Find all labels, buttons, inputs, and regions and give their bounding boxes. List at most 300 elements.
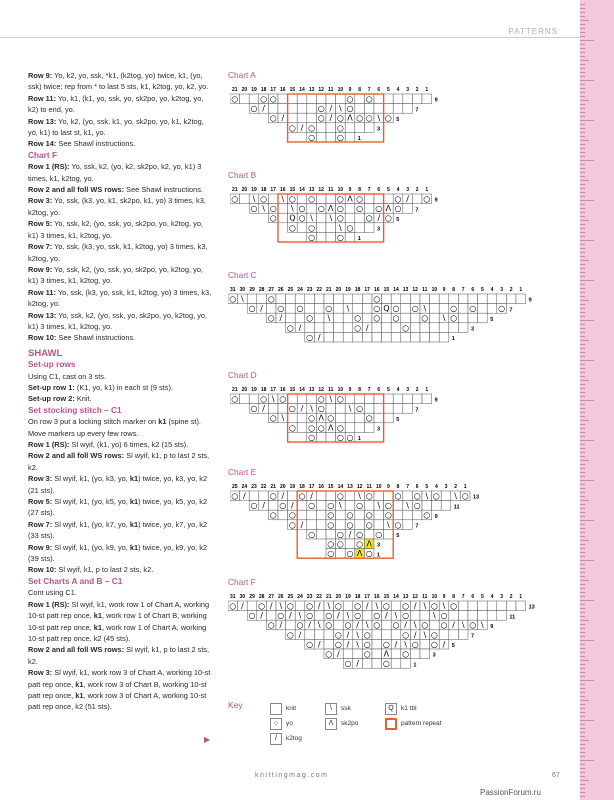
- column-number: 9: [348, 187, 352, 193]
- ruler-tick: [580, 192, 585, 193]
- ruler-tick: [580, 664, 585, 665]
- chart-cell: [391, 332, 401, 342]
- chart-cell: [410, 294, 420, 304]
- ruler-tick: [580, 568, 585, 569]
- chart-cell: [316, 123, 326, 133]
- column-number: 2: [415, 387, 419, 393]
- stitch-symbol: \: [310, 213, 313, 223]
- chart-cell: [364, 104, 374, 114]
- stitch-symbol: ○: [327, 510, 335, 520]
- stitch-symbol: ○: [382, 601, 390, 611]
- ruler-tick: [580, 392, 585, 393]
- column-number: 18: [354, 594, 361, 600]
- chart-cell: [487, 611, 497, 621]
- ruler-tick: [580, 548, 585, 549]
- chart-cell: [422, 394, 432, 404]
- chart-cell: [420, 294, 430, 304]
- column-number: 11: [422, 287, 428, 293]
- ruler-tick: [580, 340, 589, 341]
- key-label: pattern repeat: [401, 720, 442, 727]
- ruler-tick: [580, 736, 585, 737]
- stitch-symbol: /: [291, 501, 294, 511]
- instruction-row: Row 14: See Shawl instructions.: [28, 139, 136, 149]
- stitch-symbol: ○: [317, 394, 325, 404]
- ruler-tick: [580, 776, 585, 777]
- ruler-tick: [580, 52, 585, 53]
- stitch-symbol: \: [339, 223, 342, 233]
- stitch-symbol: ○: [384, 213, 392, 223]
- chart-cell: [430, 620, 440, 630]
- stitch-symbol: ○: [336, 132, 344, 142]
- chart-cell: [403, 104, 413, 114]
- row-number: 7: [415, 107, 419, 114]
- ruler-tick: [580, 360, 594, 361]
- stitch-symbol: ○: [317, 204, 325, 214]
- row-number: 13: [473, 494, 480, 501]
- chart-cell: [336, 520, 346, 530]
- stitch-symbol: ○: [336, 491, 344, 501]
- instruction-row: Row 13: Yo, ssk, k2, (yo, ssk, yo, sk2po, yo, k2tog, yo, k1) 3 times, k1, k2tog, yo.: [28, 310, 208, 331]
- chart-cell: [326, 232, 336, 242]
- stitch-symbol: ○: [375, 529, 383, 539]
- stitch-symbol: /: [317, 601, 321, 611]
- chart-cell: [430, 332, 440, 342]
- stitch-symbol: /: [279, 313, 283, 323]
- chart-title: Chart A: [228, 70, 256, 80]
- column-number: 19: [345, 594, 351, 600]
- stitch-symbol: ○: [344, 620, 352, 630]
- stitch-symbol: ○: [306, 611, 314, 621]
- stitch-symbol: ○: [450, 304, 458, 314]
- column-number: 21: [232, 87, 238, 93]
- row-number: 7: [415, 523, 419, 530]
- ruler-tick: [580, 452, 585, 453]
- column-number: 9: [387, 484, 390, 490]
- row-number: 5: [396, 116, 400, 123]
- stitch-symbol: /: [329, 104, 333, 114]
- ruler-tick: [580, 92, 585, 93]
- chart-cell: [345, 539, 355, 549]
- column-number: 6: [415, 484, 419, 490]
- chart-cell: [420, 611, 430, 621]
- row-number: 1: [451, 336, 455, 343]
- stitch-symbol: \: [327, 601, 331, 611]
- ruler-tick: [580, 672, 585, 673]
- ruler-tick: [580, 720, 594, 721]
- chart-cell: [430, 313, 440, 323]
- chart-cell: [384, 529, 394, 539]
- ruler-tick: [580, 68, 585, 69]
- column-number: 8: [452, 594, 455, 600]
- column-number: 26: [278, 287, 284, 293]
- chart-cell: [401, 294, 411, 304]
- chart-cell: [288, 413, 298, 423]
- stitch-symbol: ○: [363, 630, 371, 640]
- stitch-symbol: /: [298, 630, 302, 640]
- stitch-symbol: ○: [260, 94, 268, 104]
- stitch-symbol: \: [387, 520, 390, 530]
- ruler-tick: [580, 280, 594, 281]
- ruler-tick: [580, 696, 585, 697]
- stitch-symbol: ○: [308, 194, 316, 204]
- chart-cell: [439, 304, 449, 314]
- stitch-symbol: ○: [336, 213, 344, 223]
- row-number: 3: [432, 652, 436, 659]
- instruction-row: Row 3: Sl wyif, k1, work row 3 of Chart A, working 10-st patt rep once, k1, work row 3 of Chart B, working 10-st patt rep once, k1, work row 3 of Chart A, working 10-st patt rep once, k2 (51 sts).: [28, 668, 211, 712]
- column-number: 12: [318, 387, 324, 393]
- chart-cell: [326, 94, 336, 104]
- column-number: 14: [337, 484, 344, 490]
- ruler-tick: [580, 468, 585, 469]
- instruction-row: Row 9: Sl wyif, k1, (yo, k9, yo, k1) twice, yo, k9, yo, k2 (39 sts).: [28, 542, 208, 564]
- chart-cell: [372, 323, 382, 333]
- chart-cell: [374, 413, 384, 423]
- chart-cell: [497, 294, 507, 304]
- stitch-symbol: ○: [288, 520, 296, 530]
- stitch-symbol: \: [377, 501, 381, 511]
- chart-cell: [372, 639, 382, 649]
- chart-cell: [240, 394, 250, 404]
- column-number: 5: [387, 187, 390, 193]
- column-number: 17: [270, 187, 276, 193]
- stitch-symbol: ○: [260, 194, 268, 204]
- chart-cell: [316, 94, 326, 104]
- ruler-tick: [580, 328, 585, 329]
- stitch-symbol: ○: [346, 520, 354, 530]
- chart-cell: [364, 423, 374, 433]
- ruler-tick: [580, 624, 585, 625]
- stitch-symbol: /: [442, 639, 446, 649]
- chart-cell: [355, 223, 365, 233]
- column-number: 22: [316, 287, 322, 293]
- stitch-symbol: \: [423, 601, 427, 611]
- ruler-tick: [580, 524, 585, 525]
- chart-cell: [372, 332, 382, 342]
- stitch-symbol: /: [356, 620, 359, 630]
- column-number: 11: [328, 87, 334, 93]
- chart-cell: [374, 491, 384, 501]
- ruler-tick: [580, 500, 589, 501]
- stitch-symbol: ○: [421, 620, 429, 630]
- stitch-symbol: ○: [296, 620, 304, 630]
- stitch-symbol: ○: [288, 223, 296, 233]
- ruler-tick: [580, 456, 585, 457]
- subheading: Set stocking stitch – C1: [28, 404, 122, 415]
- ruler-tick: [580, 20, 589, 21]
- chart-cell: [336, 404, 346, 414]
- ruler-tick: [580, 572, 585, 573]
- chart-cell: [345, 204, 355, 214]
- stitch-symbol: ○: [365, 549, 373, 559]
- chart-cell: [286, 313, 296, 323]
- column-number: 19: [251, 187, 257, 193]
- stitch-symbol: ○: [250, 501, 258, 511]
- ruler-tick: [580, 724, 585, 725]
- stitch-symbol: ○: [365, 113, 373, 123]
- ruler-tick: [580, 732, 585, 733]
- stitch-symbol: \: [346, 611, 350, 621]
- column-number: 24: [297, 594, 303, 600]
- chart-cell: [439, 323, 449, 333]
- stitch-symbol: ○: [421, 313, 429, 323]
- ruler-tick: [580, 484, 585, 485]
- chart-cell: [384, 413, 394, 423]
- chart-cell: [487, 294, 497, 304]
- chart-cell: [516, 601, 526, 611]
- ruler-tick: [580, 492, 585, 493]
- stitch-symbol: /: [281, 491, 285, 501]
- stitch-symbol: ○: [308, 423, 316, 433]
- stitch-symbol: ○: [413, 491, 421, 501]
- chart-cell: [384, 404, 394, 414]
- column-number: 4: [396, 87, 400, 93]
- ruler-tick: [580, 332, 585, 333]
- chart-cell: [257, 294, 267, 304]
- chart-cell: [384, 104, 394, 114]
- stitch-symbol: ○: [363, 639, 371, 649]
- ruler-tick: [580, 756, 585, 757]
- stitch-symbol: Q: [289, 213, 296, 223]
- chart-cell: [355, 123, 365, 133]
- column-number: 15: [289, 187, 296, 193]
- stitch-symbol: ○: [373, 313, 381, 323]
- column-number: 21: [232, 187, 238, 193]
- stitch-symbol: ○: [336, 123, 344, 133]
- stitch-symbol: ○: [365, 413, 373, 423]
- chart-cell: [326, 432, 336, 442]
- stitch-symbol: ○: [308, 123, 316, 133]
- chart-cell: [334, 332, 344, 342]
- chart-cell: [326, 132, 336, 142]
- stitch-symbol: /: [394, 639, 398, 649]
- stitch-symbol: ○: [306, 332, 314, 342]
- column-number: 6: [377, 387, 381, 393]
- chart-cell: [314, 323, 324, 333]
- ruler-tick: [580, 440, 594, 441]
- ruler-tick: [580, 516, 585, 517]
- column-number: 9: [348, 387, 352, 393]
- stitch-symbol: ○: [269, 413, 277, 423]
- ruler-tick: [580, 48, 585, 49]
- stitch-symbol: ○: [411, 304, 419, 314]
- stitch-symbol: \: [241, 294, 244, 304]
- chart-cell: [297, 423, 307, 433]
- ruler-tick: [580, 72, 585, 73]
- column-number: 1: [425, 187, 429, 193]
- chart-cell: [372, 630, 382, 640]
- ruler-tick: [580, 544, 585, 545]
- column-number: 2: [454, 484, 457, 490]
- ruler-tick: [580, 496, 585, 497]
- instruction-row: Row 7: Yo, ssk, (k3, yo, ssk, k1, k2tog, yo) 3 times, k3, k2tog, yo.: [28, 242, 208, 263]
- key-label: k1 tbl: [401, 705, 417, 712]
- ruler-tick: [580, 612, 585, 613]
- column-number: 17: [364, 287, 370, 293]
- stitch-symbol: Λ: [356, 549, 363, 559]
- stitch-symbol: /: [337, 649, 340, 659]
- ruler-tick: [580, 124, 585, 125]
- row-number: 9: [434, 197, 438, 204]
- chart-cell: [458, 304, 468, 314]
- stitch-symbol: ○: [365, 520, 373, 530]
- stitch-symbol: \: [339, 501, 342, 511]
- column-number: 2: [509, 594, 513, 600]
- row-number: 1: [357, 436, 361, 443]
- ruler-tick: [580, 236, 585, 237]
- chart-cell: [286, 294, 296, 304]
- stitch-symbol: ○: [334, 630, 342, 640]
- chart-cell: [393, 394, 403, 404]
- chart-cell: [268, 194, 278, 204]
- ruler-tick: [580, 416, 585, 417]
- key-symbol-icon: \: [325, 703, 337, 715]
- stitch-symbol: ○: [336, 529, 344, 539]
- column-number: 7: [367, 187, 371, 193]
- column-number: 9: [348, 87, 352, 93]
- column-number: 2: [415, 87, 419, 93]
- chart-cell: [345, 394, 355, 404]
- stitch-symbol: ○: [286, 323, 294, 333]
- ruler-tick: [580, 796, 585, 797]
- row-number: 3: [377, 226, 381, 233]
- chart-cell: [468, 294, 478, 304]
- chart-cell: [422, 501, 432, 511]
- section-label: PATTERNS: [505, 27, 562, 36]
- ruler-tick: [580, 344, 585, 345]
- chart-cell: [259, 491, 269, 501]
- ruler-tick: [580, 400, 594, 401]
- stitch-symbol: Λ: [385, 204, 392, 214]
- chart-cell: [374, 394, 384, 404]
- chart-cell: [297, 223, 307, 233]
- column-number: 20: [241, 87, 248, 93]
- chart-cell: [288, 94, 298, 104]
- ruler-tick: [580, 616, 585, 617]
- chart-cell: [295, 313, 305, 323]
- column-number: 25: [287, 287, 294, 293]
- instruction-row: Row 5: Yo, ssk, k2, (yo, ssk, yo, sk2po, yo, k2tog, yo, k1) 3 times, k1, k2tog, yo.: [28, 219, 203, 240]
- stitch-symbol: ○: [269, 510, 277, 520]
- column-number: 14: [393, 287, 399, 293]
- stitch-symbol: /: [317, 332, 321, 342]
- chart-grid: [230, 84, 462, 150]
- stitch-symbol: ○: [327, 520, 335, 530]
- ruler-tick: [580, 260, 589, 261]
- chart-cell: [288, 394, 298, 404]
- ruler-tick: [580, 632, 585, 633]
- chart-cell: [326, 491, 336, 501]
- stitch-symbol: /: [346, 630, 350, 640]
- column-number: 19: [345, 287, 351, 293]
- chart-cell: [345, 423, 355, 433]
- stitch-symbol: ○: [286, 630, 294, 640]
- chart-cell: [297, 113, 307, 123]
- ruler-tick: [580, 448, 585, 449]
- chart-cell: [364, 204, 374, 214]
- stitch-symbol: ○: [430, 601, 438, 611]
- ruler-tick: [580, 264, 585, 265]
- stitch-symbol: /: [348, 529, 352, 539]
- column-number: 15: [289, 387, 296, 393]
- column-number: 4: [396, 387, 400, 393]
- chart-grid: [228, 591, 556, 676]
- stitch-symbol: /: [329, 113, 333, 123]
- ruler-tick: [580, 376, 585, 377]
- chart-cell: [240, 94, 250, 104]
- ruler-tick: [580, 692, 585, 693]
- column-number: 17: [308, 484, 315, 490]
- column-number: 1: [463, 484, 467, 490]
- row-number: 9: [434, 397, 438, 404]
- chart-cell: [314, 313, 324, 323]
- chart-cell: [516, 294, 526, 304]
- ruler-tick: [580, 640, 594, 641]
- ruler-tick: [580, 460, 589, 461]
- chart-cell: [410, 649, 420, 659]
- ruler-tick: [580, 348, 585, 349]
- chart-cell: [439, 630, 449, 640]
- stitch-symbol: ○: [248, 304, 256, 314]
- ruler-tick: [580, 540, 589, 541]
- column-number: 16: [280, 387, 286, 393]
- chart-cell: [412, 394, 422, 404]
- ruler-tick: [580, 508, 585, 509]
- stitch-symbol: ○: [308, 413, 316, 423]
- chart-cell: [497, 611, 507, 621]
- stitch-symbol: ○: [308, 223, 316, 233]
- chart-cell: [316, 194, 326, 204]
- watermark: PassionForum.ru: [480, 788, 541, 797]
- stitch-symbol: ○: [469, 620, 477, 630]
- chart-cell: [362, 313, 372, 323]
- column-number: 7: [461, 287, 465, 293]
- column-number: 20: [241, 187, 248, 193]
- instruction-row: Row 9: Yo, k2, yo, ssk, *k1, (k2tog, yo) twice, k1, (yo, ssk) twice; rep from * to last 5 sts, k1, k2tog, yo, k2, yo.: [28, 71, 209, 92]
- chart-cell: [374, 510, 384, 520]
- row-number: 13: [528, 604, 535, 611]
- chart-cell: [468, 313, 478, 323]
- column-number: 5: [387, 87, 390, 93]
- stitch-symbol: \: [375, 601, 379, 611]
- stitch-symbol: ○: [269, 94, 277, 104]
- ruler-tick: [580, 668, 585, 669]
- ruler-tick: [580, 636, 585, 637]
- ruler-tick: [580, 752, 585, 753]
- ruler-tick: [580, 520, 594, 521]
- ruler-tick: [580, 444, 585, 445]
- ruler-tick: [580, 680, 594, 681]
- chart-cell: [506, 294, 516, 304]
- chart-title: Chart C: [228, 270, 257, 280]
- stitch-symbol: ○: [382, 659, 390, 669]
- chart-cell: [336, 549, 346, 559]
- chart-cell: [343, 601, 353, 611]
- stitch-symbol: ○: [356, 501, 364, 511]
- ruler-tick: [580, 148, 585, 149]
- chart-cell: [336, 413, 346, 423]
- ruler-tick: [580, 136, 585, 137]
- column-number: 4: [490, 287, 494, 293]
- instruction-row: Row 2 and all foll WS rows: Sl wyif, k1, p to last 2 sts, k2.: [28, 645, 210, 666]
- stitch-symbol: ○: [384, 501, 392, 511]
- ruler-tick: [580, 152, 585, 153]
- row-number: 5: [396, 216, 400, 223]
- chart-cell: [364, 123, 374, 133]
- row-number: 11: [509, 614, 516, 621]
- instruction-row: Row 9: Yo, ssk, k2, (yo, ssk, yo, sk2po, yo, k2tog, yo, k1) 3 times, k1, k2tog, yo.: [28, 264, 203, 286]
- stitch-symbol: ○: [298, 213, 306, 223]
- stitch-symbol: ○: [346, 510, 354, 520]
